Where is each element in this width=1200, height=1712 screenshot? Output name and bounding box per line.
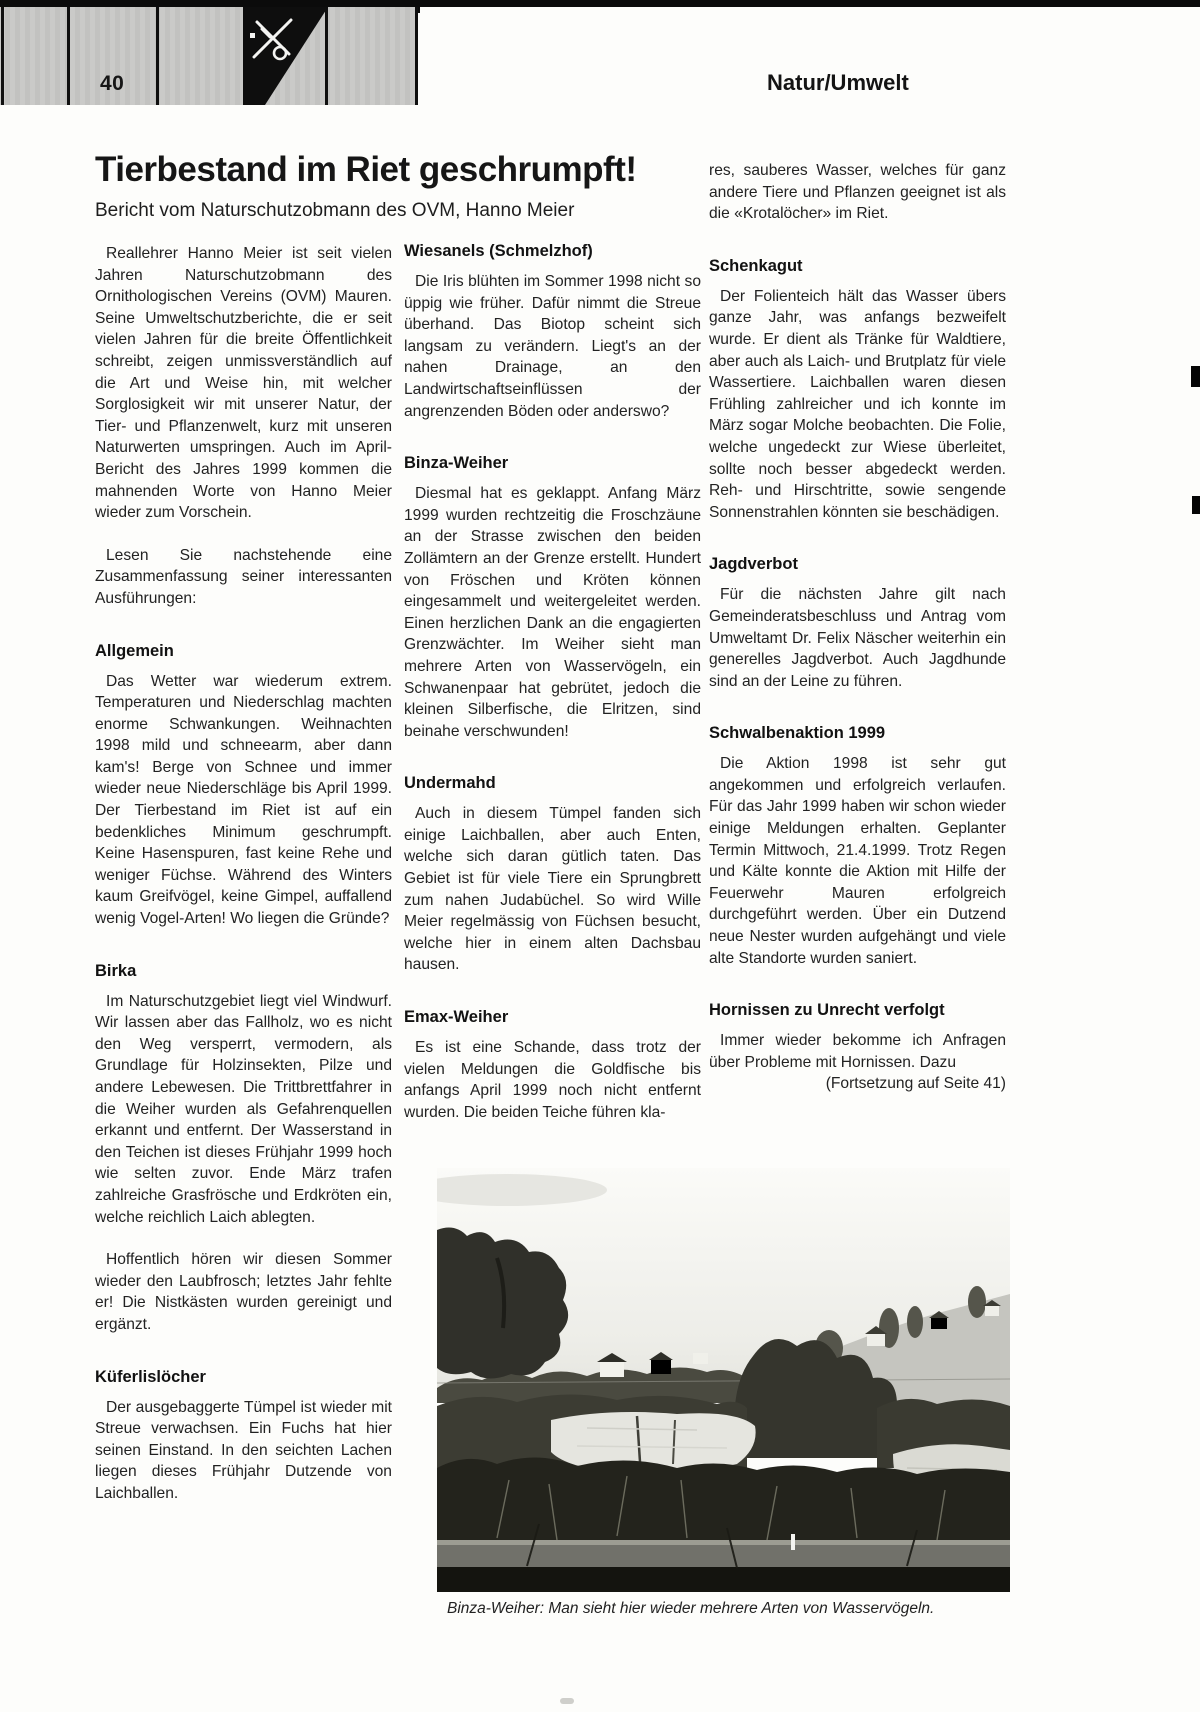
- text-column-2: [404, 241, 701, 1123]
- body-paragraph: Reallehrer Hanno Meier ist seit vielen Jahren Naturschutzobmann des Ornithologischen Vereins (OVM) Mauren. Seine Umweltschutzberichte, die er seit vielen Jahren für die breite Öffentlichkeit schreibt, zeigen unmissverständlich auf die Art und Weise hin, mit welcher Sorglosigkeit wir mit unserer Natur, der Tier- und Pflanzenwelt, kurz mit unseren Naturwerten umspringen. Auch im April-Bericht des Jahres 1999 kommen die mahnenden Worte von Hanno Meier wieder zum Vorschein.: [95, 245, 392, 522]
- photo-caption: Binza-Weiher: Man sieht hier wieder mehrere Arten von Wasservögeln.: [447, 1600, 935, 1617]
- section-heading: Birka: [95, 961, 137, 980]
- scan-artifact: [1192, 496, 1200, 514]
- body-paragraph: Immer wieder bekomme ich Anfragen über Probleme mit Hornissen. Dazu: [709, 1032, 1006, 1071]
- section-heading: Jagdverbot: [709, 555, 798, 574]
- body-paragraph: Hoffentlich hören wir diesen Sommer wieder den Laubfrosch; letztes Jahr fehlte er! Die Nistkästen wurden gereinigt und ergänzt.: [95, 1251, 392, 1333]
- body-paragraph: res, sauberes Wasser, welches für ganz andere Tiere und Pflanzen geeignet ist als die «Krotalöcher» im Riet.: [709, 162, 1006, 223]
- body-paragraph: (Fortsetzung auf Seite 41): [825, 1075, 1006, 1093]
- body-paragraph: Der ausgebaggerte Tümpel ist wieder mit Streue verwachsen. Ein Fuchs hat hier seinen Einstand. In den seichten Lachen liegen dieses Frühjahr Dutzende von Laichballen.: [95, 1398, 392, 1502]
- text-column-3: [709, 160, 1006, 1095]
- section-heading: Undermahd: [404, 774, 496, 793]
- section-title: Natur/Umwelt: [767, 70, 909, 95]
- section-heading: Küferlislöcher: [95, 1367, 206, 1386]
- body-paragraph: Lesen Sie nachstehende eine Zusammenfassung seiner interessanten Ausführungen:: [95, 546, 392, 607]
- body-paragraph: Die Iris blühten im Sommer 1998 nicht so üppig wie früher. Dafür nimmt die Streue überhand. Das Biotop scheint sich langsam zu verändern. Liegt's an der nahen Drainage, an den Landwirtschaftseinflüssen der angrenzenden Böden oder anderswo?: [404, 273, 701, 420]
- body-paragraph: Es ist eine Schande, dass trotz der vielen Meldungen die Goldfische bis anfangs April 1999 noch nicht entfernt wurden. Die beiden Teiche führen kla-: [404, 1039, 701, 1121]
- pond-photo-illustration: [437, 1168, 1010, 1592]
- section-heading: Wiesanels (Schmelzhof): [404, 242, 593, 260]
- body-paragraph: Für die nächsten Jahre gilt nach Gemeinderatsbeschluss und Antrag vom Umweltamt Dr. Felix Näscher weiterhin ein generelles Jagdverbot. Auch Jagdhunde sind an der Leine zu führen.: [709, 586, 1006, 690]
- page-number: 40: [100, 72, 125, 95]
- text-column-1: [95, 243, 392, 1505]
- body-paragraph: Diesmal hat es geklappt. Anfang März 1999 wurden rechtzeitig die Froschzäune an der Strasse zwischen den beiden Zollämtern an der Grenze erstellt. Hundert von Fröschen und Kröten können eingesammelt und weitergeleitet werden. Einen herzlichen Dank an die engagierten Grenzwächter. Im Weiher sieht man mehrere Arten von Wasservögeln, ein Schwanenpaar hat gebrütet, jedoch die kleinen Silberfische, die Elritzen, sind beinahe verschwunden!: [404, 485, 701, 740]
- pond-photo: [437, 1168, 1010, 1592]
- scan-speck: [560, 1698, 574, 1704]
- scan-artifact: [1191, 366, 1200, 387]
- section-heading: Binza-Weiher: [404, 454, 509, 473]
- body-paragraph: Auch in diesem Tümpel fanden sich einige Laichballen, aber auch Enten, welche sich daran gütlich taten. Das Gebiet ist für viele Tiere ein Sprungbrett zum nahen Judabüchel. So wird Wille Meier regelmässig von Füchsen besucht, welche hier in einem alten Dachsbau hausen.: [404, 805, 701, 974]
- section-heading: Hornissen zu Unrecht verfolgt: [709, 1001, 945, 1020]
- section-heading: Schwalbenaktion 1999: [709, 724, 886, 743]
- article-subtitle: Bericht vom Naturschutzobmann des OVM, Hanno Meier: [95, 200, 575, 221]
- body-paragraph: Im Naturschutzgebiet liegt viel Windwurf. Wir lassen aber das Fallholz, wo es nicht den Weg versperrt, vermodern, als Grundlage für Holzinsekten, Pilze und andere Lebewesen. Die Trittbrettfahrer in die Weiher wurden als Gefahrenquellen erkannt und entfernt. Der Wasserstand in den Teichen ist dieses Frühjahr 1999 hoch wie selten zuvor. Ende März trafen zahlreiche Grasfrösche und Erdkröten ein, welche reichlich Laich ablegten.: [95, 992, 392, 1226]
- section-heading: Emax-Weiher: [404, 1008, 509, 1027]
- article-title: Tierbestand im Riet geschrumpft!: [95, 150, 637, 189]
- section-heading: Schenkagut: [709, 256, 803, 275]
- body-paragraph: Das Wetter war wiederum extrem. Temperaturen und Niederschlag machten enorme Schwankungen. Weihnachten 1998 mild und schneearm, aber dann kam's! Berge von Schnee und immer wieder neue Niederschläge bis April 1999. Der Tierbestand im Riet ist auf ein bedenkliches Minimum geschrumpft. Keine Hasenspuren, fast keine Rehe und weniger Füchse. Während des Winters kaum Greifvögel, keine Gimpel, auffallend wenig Vogel-Arten! Wo liegen die Gründe?: [95, 672, 392, 928]
- body-paragraph: Die Aktion 1998 ist sehr gut angekommen und erfolgreich verlaufen. Für das Jahr 1999 haben wir schon wieder einige Meldungen erhalten. Geplanter Termin Mittwoch, 21.4.1999. Trotz Regen und Kälte konnte die Aktion mit Hilfe der Feuerwehr Mauren erfolgreich durchgeführt werden. Über ein Dutzend neue Nester wurden aufgehängt und viele alte Standorte wurden saniert.: [709, 755, 1006, 967]
- section-heading: Allgemein: [95, 641, 174, 660]
- body-paragraph: Der Folienteich hält das Wasser übers ganze Jahr, was anfangs bezweifelt wurde. Er dient als Tränke für Waldtiere, aber auch als Laich- und Brutplatz für viele Wassertiere. Laichballen waren diesen Frühling zahlreicher und ich konnte im März sogar Molche beobachten. Die Folie, welche ungedeckt zur Wiese überleitet, sollte noch besser abgedeckt werden. Reh- und Hirschtritte, sowie sengende Sonnenstrahlen könnten sie beschädigen.: [709, 287, 1006, 521]
- crossed-tools-emblem-icon: [0, 7, 420, 105]
